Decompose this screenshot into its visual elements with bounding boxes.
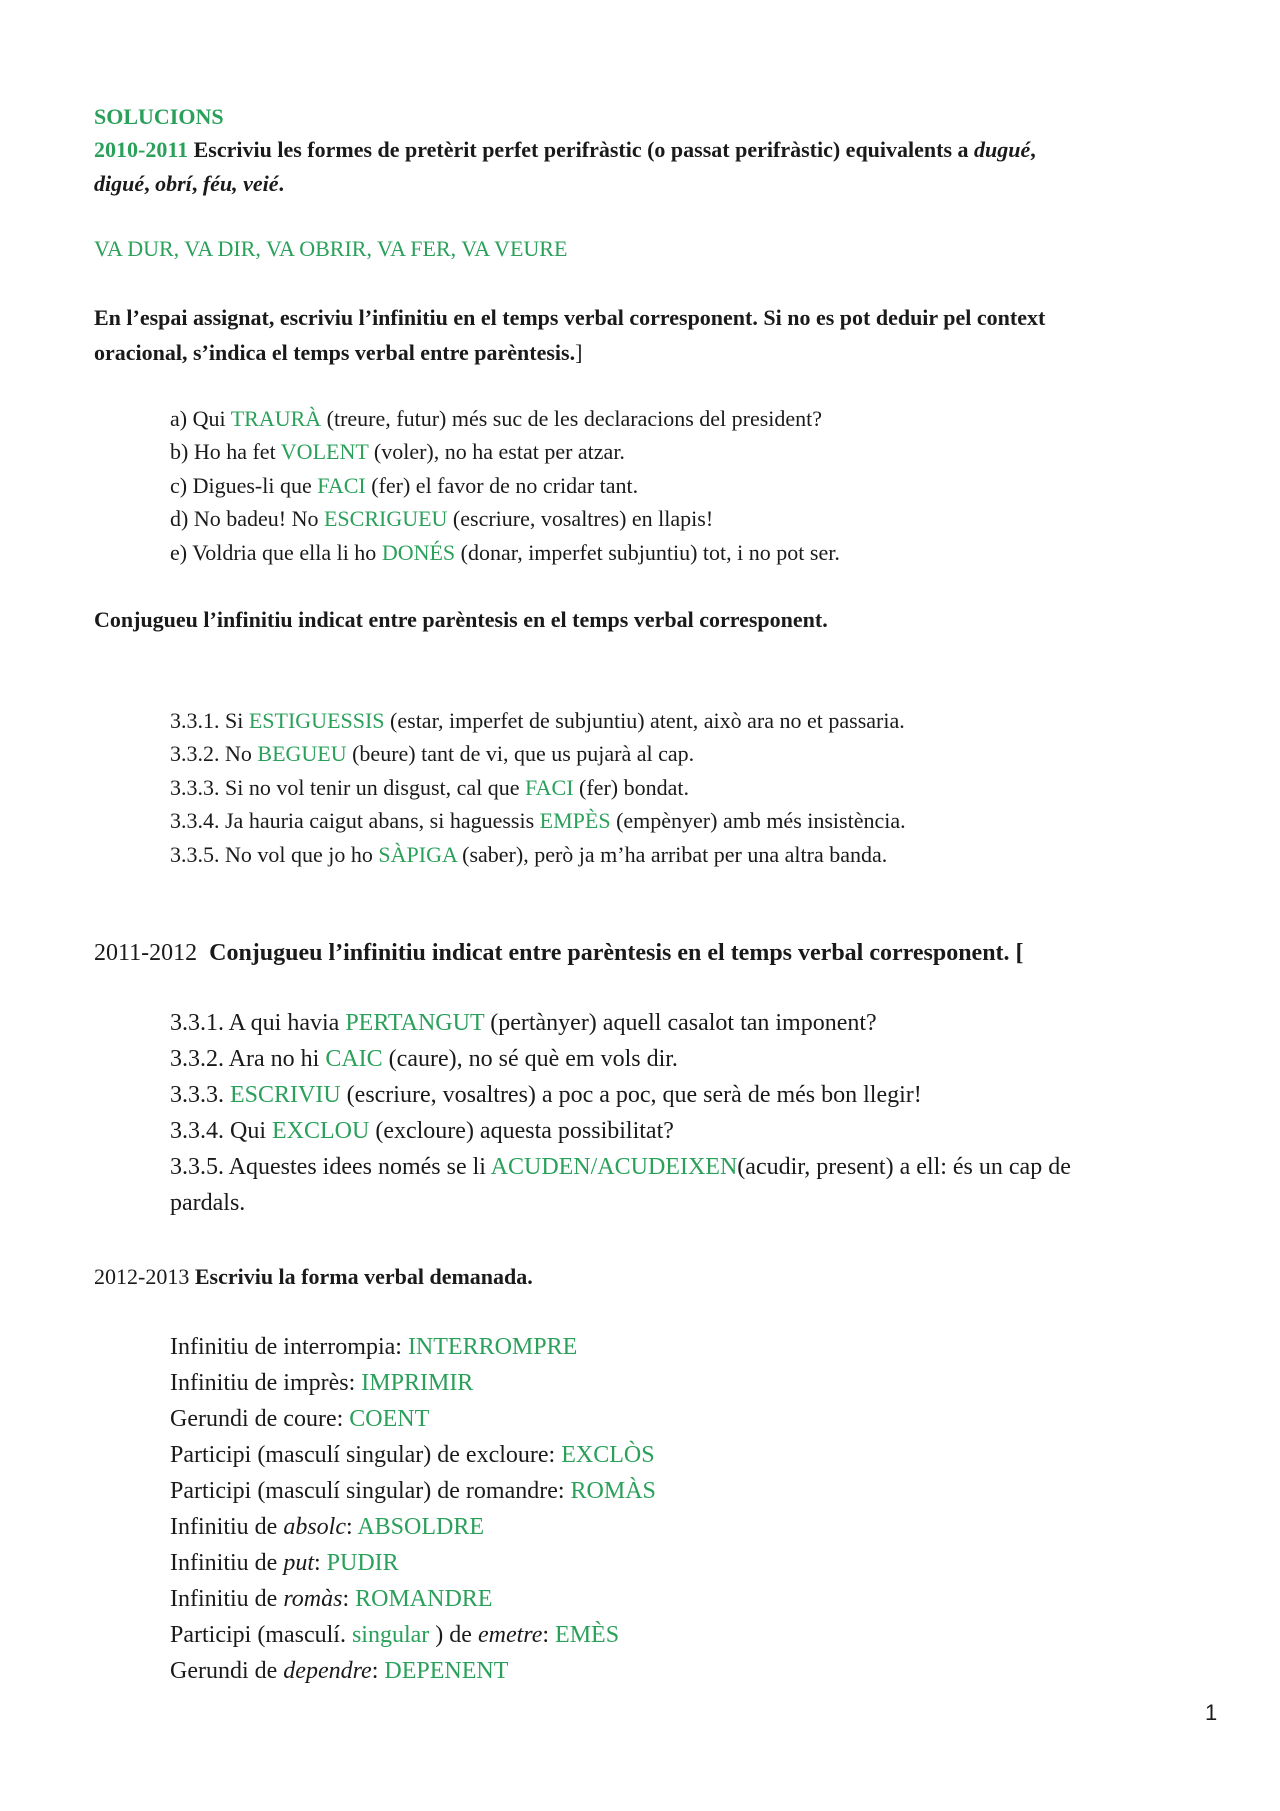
section1-word-dugue: dugué [974,137,1031,162]
list-item: 3.3.4. Qui EXCLOU (excloure) aquesta possibilitat? [170,1118,674,1144]
section4-instruction: Conjugueu l’infinitiu indicat entre parèntesis en el temps verbal corresponent. [ [209,940,1024,966]
list-item: 3.3.4. Ja hauria caigut abans, si haguessis EMPÈS (empènyer) amb més insistència. [170,808,906,833]
list-item: Gerundi de coure: COENT [170,1406,430,1432]
answer-text: DEPENENT [384,1658,509,1684]
list-item: Participi (masculí singular) de romandre: ROMÀS [170,1478,656,1504]
list-item: Infinitiu de imprès: IMPRIMIR [170,1370,474,1396]
answer-text: ABSOLDRE [357,1514,485,1540]
answer-text: INTERROMPRE [407,1334,578,1360]
section1-instruction-line2: digué, obrí, féu, veié. [94,171,285,196]
answer-text: EXCLOU [272,1118,370,1144]
answer-text: ROMANDRE [355,1586,493,1612]
list-item: Infinitiu de interrompia: INTERROMPRE [170,1334,578,1360]
answer-text: ESCRIGUEU [323,506,448,531]
answer-text: EXCLÒS [561,1442,655,1468]
answer-text: PERTANGUT [345,1010,485,1036]
answer-text: EMÈS [555,1622,620,1648]
section1-word-feu-veie: féu, veié [202,171,279,196]
section5-year: 2012-2013 [94,1264,190,1289]
list-item: 3.3.1. Si ESTIGUESSIS (estar, imperfet de subjuntiu) atent, això ara no et passaria. [170,708,905,733]
answer-text: ROMÀS [570,1478,656,1504]
section1-instruction: 2010-2011 Escriviu les formes de pretèrit perfet perifràstic (o passat perifràstic) equivalents a dugué, [94,137,1036,162]
section1-word-digue: digué [94,171,145,196]
list-item: Participi (masculí singular) de excloure: EXCLÒS [170,1442,655,1468]
list-item: c) Digues-li que FACI (fer) el favor de no cridar tant. [170,473,639,498]
answer-text: ESCRIVIU [230,1082,341,1108]
answer-text: EMPÈS [539,808,611,833]
list-item: 3.3.3. Si no vol tenir un disgust, cal que FACI (fer) bondat. [170,775,689,800]
section5-heading [94,1264,533,1290]
list-item: 3.3.2. No BEGUEU (beure) tant de vi, que us pujarà al cap. [170,741,695,766]
list-item: Infinitiu de romàs: ROMANDRE [170,1586,493,1612]
section4-heading [94,940,1024,967]
list-item: 3.3.5. Aquestes idees només se li ACUDEN/ACUDEIXEN(acudir, present) a ell: és un cap de [170,1154,1071,1180]
list-item: 3.3.1. A qui havia PERTANGUT (pertànyer) aquell casalot tan imponent? [170,1010,877,1036]
list-item: 3.3.3. ESCRIVIU (escriure, vosaltres) a poc a poc, que serà de més bon llegir! [170,1082,922,1108]
list-item: b) Ho ha fet VOLENT (voler), no ha estat per atzar. [170,439,625,464]
list-item: Participi (masculí. singular ) de emetre: EMÈS [170,1622,620,1648]
list-item: Infinitiu de put: PUDIR [170,1550,399,1576]
answer-text: DONÉS [381,540,456,565]
section2-instruction-line2: oracional, s’indica el temps verbal entre parèntesis.] [94,340,583,365]
list-item: d) No badeu! No ESCRIGUEU (escriure, vosaltres) en llapis! [170,506,714,531]
page-number: 1 [1205,1700,1218,1725]
list-item: Gerundi de dependre: DEPENENT [170,1658,509,1684]
answer-text: PUDIR [326,1550,399,1576]
list-item: a) Qui TRAURÀ (treure, futur) més suc de les declaracions del president? [170,406,823,431]
answer-text: BEGUEU [257,741,347,766]
section1-year: 2010-2011 [94,137,189,162]
section3-instruction: Conjugueu l’infinitiu indicat entre parèntesis en el temps verbal corresponent. [94,607,828,632]
answer-text: SÀPIGA [378,842,457,867]
answer-text: ACUDEN/ACUDEIXEN [490,1154,738,1180]
list-item: Infinitiu de absolc: ABSOLDRE [170,1514,485,1540]
list-item: 3.3.2. Ara no hi CAIC (caure), no sé què em vols dir. [170,1046,678,1072]
list-item: e) Voldria que ella li ho DONÉS (donar, imperfet subjuntiu) tot, i no pot ser. [170,540,840,565]
answer-text: IMPRIMIR [361,1370,474,1396]
answer-text: FACI [525,775,574,800]
section5-instruction: Escriviu la forma verbal demanada. [194,1264,533,1289]
section4-year: 2011-2012 [94,940,198,966]
answer-text: FACI [317,473,366,498]
answer-text: TRAURÀ [230,406,322,431]
section2-instruction-line1: En l’espai assignat, escriviu l’infinitiu en el temps verbal corresponent. Si no es pot deduir pel context [94,305,1046,330]
list-item: 3.3.5. No vol que jo ho SÀPIGA (saber), però ja m’ha arribat per una altra banda. [170,842,888,867]
answer-text: CAIC [325,1046,383,1072]
section1-instruction-text: Escriviu les formes de pretèrit perfet perifràstic (o passat perifràstic) equivalents a [193,137,975,162]
answer-text: VOLENT [280,439,369,464]
section1-answer: VA DUR, VA DIR, VA OBRIR, VA FER, VA VEURE [94,236,568,261]
document-title: SOLUCIONS [94,104,224,129]
answer-text: ESTIGUESSIS [248,708,385,733]
section1-word-obri: obrí [155,171,192,196]
list-item-continuation: pardals. [170,1190,246,1216]
answer-text: COENT [349,1406,430,1432]
